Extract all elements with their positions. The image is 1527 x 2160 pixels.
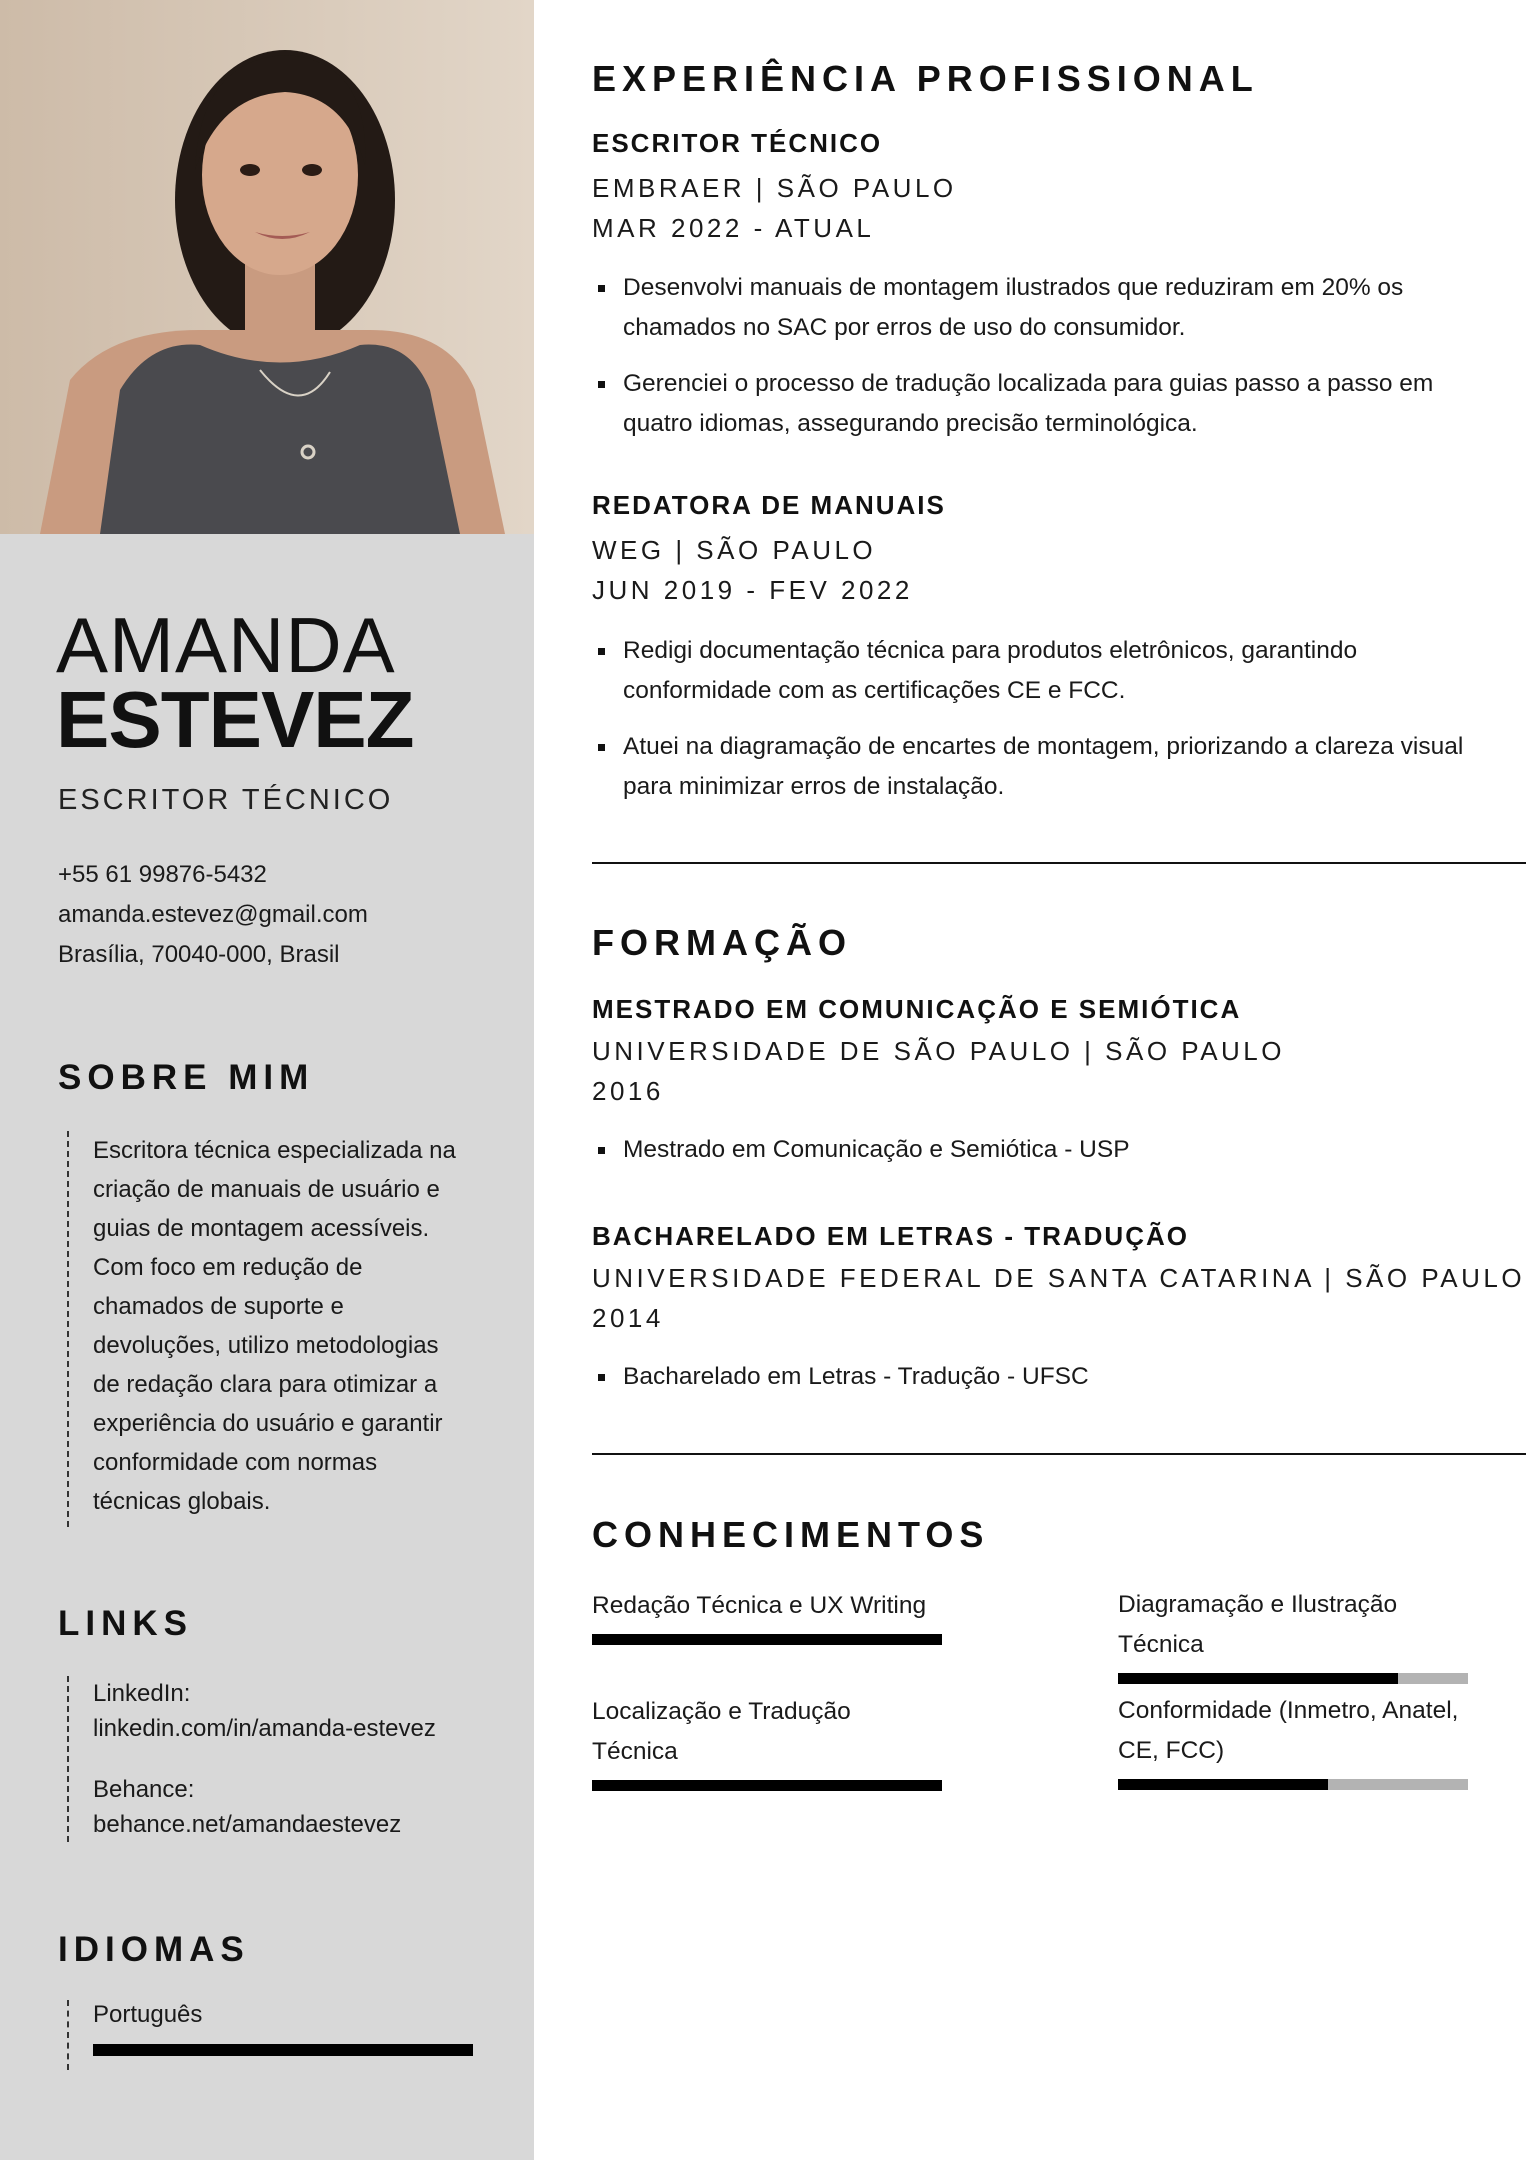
job-1-company: WEG | SÃO PAULO: [592, 535, 877, 565]
profile-photo-image: [0, 0, 534, 534]
job-1-title: REDATORA DE MANUAIS: [592, 490, 946, 520]
education-0-bullets: [596, 1130, 1476, 1186]
link-label: LinkedIn:: [93, 1680, 191, 1707]
link-url[interactable]: linkedin.com/in/amanda-estevez: [93, 1715, 436, 1742]
section-divider: [592, 1453, 1526, 1455]
first-name: AMANDA: [56, 601, 396, 689]
job-0-company: EMBRAER | SÃO PAULO: [592, 173, 957, 203]
skill-item: [592, 1586, 942, 1645]
education-heading: FORMAÇÃO: [592, 922, 852, 963]
languages-heading: IDIOMAS: [58, 1930, 250, 1969]
skill-level-bar: [592, 1634, 942, 1645]
sidebar: [0, 0, 534, 2160]
skill-name: Conformidade (Inmetro, Anatel, CE, FCC): [1118, 1697, 1459, 1764]
job-1-dates: JUN 2019 - FEV 2022: [592, 575, 913, 605]
skill-name: Redação Técnica e UX Writing: [592, 1592, 927, 1619]
education-0-school: UNIVERSIDADE DE SÃO PAULO | SÃO PAULO: [592, 1036, 1285, 1066]
education-0-meta: [592, 1031, 1285, 1111]
about-heading: SOBRE MIM: [58, 1058, 315, 1097]
address: Brasília, 70040-000, Brasil: [58, 941, 340, 968]
about-text: Escritora técnica especializada na criação de manuais de usuário e guias de montagem acessíveis. Com foco em redução de chamados de suporte e devoluções, utilizo metodologias de redação clara para otimizar a experiência do usuário e garantir conformidade com normas técnicas globais.: [67, 1131, 463, 1527]
phone: +55 61 99876-5432: [58, 861, 267, 888]
link-label: Behance:: [93, 1776, 195, 1803]
skill-item: [1118, 1585, 1468, 1684]
contact-info: [58, 855, 368, 975]
education-0-year: 2016: [592, 1076, 664, 1106]
skill-level-bar: [592, 1780, 942, 1791]
experience-heading: EXPERIÊNCIA PROFISSIONAL: [592, 58, 1259, 99]
skill-level-bar: [1118, 1673, 1468, 1684]
language-level-bar: [93, 2044, 473, 2056]
education-1-meta: [592, 1258, 1525, 1338]
list-item: Gerenciei o processo de tradução localizada para guias passo a passo em quatro idiomas, assegurando precisão terminológica.: [596, 364, 1476, 444]
skill-name: Diagramação e Ilustração Técnica: [1118, 1591, 1398, 1658]
links-heading: LINKS: [58, 1604, 193, 1643]
link-item-linkedin[interactable]: [93, 1676, 473, 1746]
skill-level-bar: [1118, 1779, 1468, 1790]
education-1-degree: BACHARELADO EM LETRAS - TRADUÇÃO: [592, 1221, 1189, 1251]
last-name: ESTEVEZ: [56, 675, 414, 764]
education-1-bullets: [596, 1357, 1476, 1413]
list-item: Bacharelado em Letras - Tradução - UFSC: [596, 1357, 1476, 1397]
education-1-year: 2014: [592, 1303, 664, 1333]
skills-heading: CONHECIMENTOS: [592, 1514, 990, 1555]
list-item: Mestrado em Comunicação e Semiótica - USP: [596, 1130, 1476, 1170]
skill-name: Localização e Tradução Técnica: [592, 1698, 851, 1765]
job-0-dates: MAR 2022 - ATUAL: [592, 213, 875, 243]
email[interactable]: amanda.estevez@gmail.com: [58, 901, 368, 928]
job-0-bullets: [596, 268, 1476, 460]
language-name: Português: [93, 2001, 203, 2028]
education-0-degree: MESTRADO EM COMUNICAÇÃO E SEMIÓTICA: [592, 994, 1242, 1024]
job-0-title: ESCRITOR TÉCNICO: [592, 128, 883, 158]
languages-list: [67, 2000, 473, 2070]
job-0-meta: [592, 168, 957, 248]
skill-item: [592, 1692, 942, 1791]
link-url[interactable]: behance.net/amandaestevez: [93, 1811, 402, 1838]
job-title: ESCRITOR TÉCNICO: [58, 784, 394, 816]
links-list: [67, 1676, 473, 1842]
job-1-meta: [592, 530, 913, 610]
section-divider: [592, 862, 1526, 864]
skill-item: [1118, 1691, 1468, 1790]
profile-photo: [0, 0, 534, 534]
list-item: Redigi documentação técnica para produtos eletrônicos, garantindo conformidade com as certificações CE e FCC.: [596, 631, 1476, 711]
list-item: Desenvolvi manuais de montagem ilustrados que reduziram em 20% os chamados no SAC por erros de uso do consumidor.: [596, 268, 1476, 348]
list-item: Atuei na diagramação de encartes de montagem, priorizando a clareza visual para minimizar erros de instalação.: [596, 727, 1476, 807]
link-item-behance[interactable]: [93, 1772, 473, 1842]
job-1-bullets: [596, 631, 1476, 823]
education-1-school: UNIVERSIDADE FEDERAL DE SANTA CATARINA | SÃO PAULO: [592, 1263, 1526, 1293]
